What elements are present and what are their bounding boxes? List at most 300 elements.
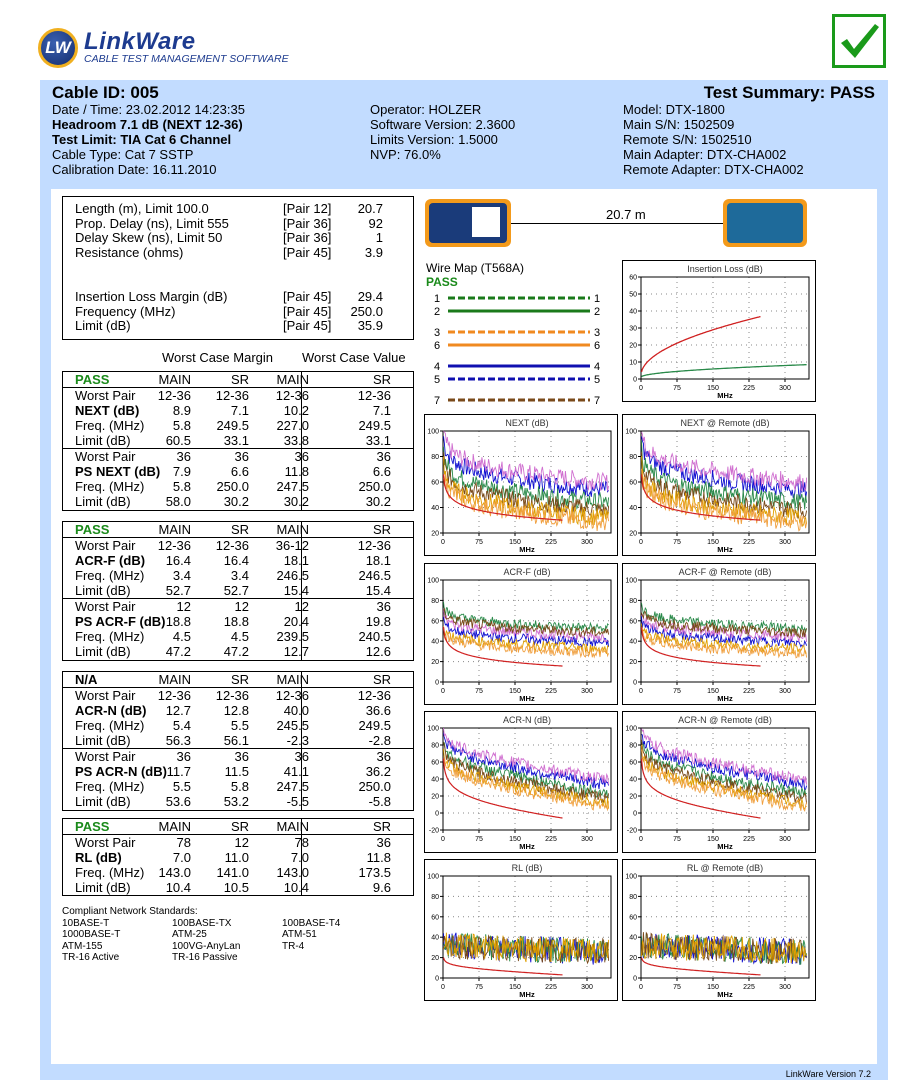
result-value: 7.0 — [290, 849, 309, 865]
result-value: 247.5 — [276, 479, 309, 495]
standard-item: TR-16 Active — [62, 952, 120, 963]
wire-map — [426, 290, 606, 410]
result-row — [63, 644, 413, 659]
result-value: 173.5 — [358, 864, 391, 880]
result-value: 53.2 — [223, 794, 249, 810]
wire-pin-left: 6 — [434, 340, 441, 352]
y-tick-label: 10 — [629, 359, 637, 367]
result-row — [63, 598, 413, 613]
result-label: Worst Pair — [75, 688, 136, 704]
result-value: 7.1 — [230, 402, 249, 418]
wire-pin-right: 4 — [594, 361, 601, 373]
measurement-row — [75, 289, 405, 304]
link-length: 20.7 m — [606, 207, 646, 222]
y-tick-label: 100 — [427, 428, 439, 436]
y-tick-label: 100 — [625, 428, 637, 436]
result-value: 10.4 — [165, 880, 191, 896]
compliant-standards — [62, 906, 402, 964]
measurement-label: Frequency (MHz) — [75, 303, 176, 319]
x-tick-label: 300 — [779, 539, 791, 546]
result-value: 56.3 — [165, 733, 191, 749]
chart — [424, 563, 618, 705]
y-tick-label: 40 — [431, 638, 439, 646]
result-value: 12-36 — [275, 388, 309, 404]
result-value: 36 — [234, 449, 249, 465]
result-value: 30.2 — [283, 494, 309, 510]
result-value: 36 — [176, 749, 191, 765]
y-tick-label: 60 — [629, 759, 637, 767]
x-tick-label: 225 — [743, 984, 755, 991]
measurement-pair: [Pair 45] — [283, 303, 332, 319]
x-tick-label: 75 — [475, 984, 483, 991]
result-value: 250.0 — [216, 479, 249, 495]
x-tick-label: 225 — [743, 836, 755, 843]
result-row — [63, 537, 413, 552]
result-label: Limit (dB) — [75, 433, 131, 449]
y-tick-label: 100 — [427, 873, 439, 881]
result-value: 5.5 — [230, 717, 249, 733]
result-status: PASS — [75, 372, 110, 387]
chart-title: ACR-N (dB) — [502, 715, 552, 725]
result-value: 30.2 — [365, 494, 391, 510]
y-tick-label: 50 — [629, 291, 637, 299]
x-tick-label: 0 — [441, 539, 445, 546]
result-label: Freq. (MHz) — [75, 417, 145, 433]
limit-line — [444, 958, 563, 975]
calibration-date: Calibration Date: 16.11.2010 — [52, 162, 217, 177]
measurement-row — [75, 230, 405, 245]
chart — [622, 260, 816, 402]
x-tick-label: 0 — [441, 984, 445, 991]
x-tick-label: 0 — [639, 385, 643, 392]
x-axis-label: MHz — [519, 842, 535, 851]
result-value: 12.7 — [283, 644, 309, 660]
y-tick-label: 0 — [435, 975, 439, 983]
y-tick-label: 60 — [431, 618, 439, 626]
col-sr: SR — [372, 672, 391, 687]
x-tick-label: 300 — [779, 385, 791, 392]
chart-title: Insertion Loss (dB) — [687, 264, 763, 274]
y-tick-label: 40 — [431, 934, 439, 942]
result-row — [63, 583, 413, 598]
result-row — [63, 403, 413, 418]
result-value: 58.0 — [165, 494, 191, 510]
measurements-table — [62, 196, 414, 340]
chart — [424, 414, 618, 556]
result-value: 11.7 — [166, 763, 191, 779]
result-row — [63, 464, 413, 479]
x-axis-label: MHz — [717, 545, 733, 554]
result-value: 12-36 — [215, 538, 249, 554]
wire-pin-right: 5 — [594, 374, 601, 386]
result-value: 11.0 — [224, 849, 249, 865]
result-row — [63, 850, 413, 865]
result-value: 36 — [376, 835, 391, 851]
x-tick-label: 0 — [639, 836, 643, 843]
result-value: 4.5 — [230, 629, 249, 645]
result-value: 250.0 — [358, 779, 391, 795]
y-tick-label: 40 — [629, 505, 637, 512]
test-limit: Test Limit: TIA Cat 6 Channel — [52, 132, 232, 147]
y-tick-label: 0 — [633, 810, 637, 818]
result-value: 143.0 — [158, 864, 191, 880]
y-tick-label: 0 — [435, 810, 439, 818]
chart — [622, 414, 816, 556]
result-value: 18.8 — [223, 613, 249, 629]
result-value: 36 — [376, 749, 391, 765]
x-tick-label: 300 — [779, 984, 791, 991]
result-label: NEXT (dB) — [75, 402, 140, 418]
result-label: RL (dB) — [75, 849, 122, 865]
result-row — [63, 553, 413, 568]
result-value: 240.5 — [358, 629, 391, 645]
result-value: 246.5 — [276, 567, 309, 583]
result-value: 249.5 — [358, 717, 391, 733]
chart-title: NEXT @ Remote (dB) — [680, 418, 770, 428]
limit-line — [642, 317, 761, 372]
x-tick-label: 300 — [581, 984, 593, 991]
chart-title: ACR-N @ Remote (dB) — [678, 715, 772, 725]
x-tick-label: 0 — [639, 539, 643, 546]
x-axis-label: MHz — [717, 842, 733, 851]
wire-pin-right: 3 — [594, 327, 601, 339]
col-sr: SR — [372, 819, 391, 834]
x-tick-label: 75 — [673, 385, 681, 392]
result-value: 53.6 — [165, 794, 191, 810]
result-value: 141.0 — [216, 864, 249, 880]
result-status: PASS — [75, 522, 110, 537]
x-tick-label: 225 — [743, 385, 755, 392]
result-value: 7.0 — [172, 849, 191, 865]
result-value: 20.4 — [283, 613, 309, 629]
wire-pin-left: 1 — [434, 293, 441, 305]
standard-item: TR-16 Passive — [172, 952, 238, 963]
x-tick-label: 225 — [743, 539, 755, 546]
result-value: 5.8 — [230, 779, 249, 795]
y-tick-label: 20 — [629, 659, 637, 667]
result-value: 36 — [294, 449, 309, 465]
x-axis-label: MHz — [519, 990, 535, 999]
x-tick-label: 150 — [707, 836, 719, 843]
worst-case-value-header: Worst Case Value — [302, 350, 406, 365]
result-value: 6.6 — [372, 463, 391, 479]
result-value: 16.4 — [165, 552, 191, 568]
result-value: 10.5 — [223, 880, 249, 896]
y-tick-label: 20 — [629, 530, 637, 538]
y-tick-label: 40 — [629, 934, 637, 942]
result-value: 245.5 — [276, 717, 309, 733]
result-row — [63, 418, 413, 433]
col-main: MAIN — [158, 522, 191, 537]
date-time: Date / Time: 23.02.2012 14:23:35 — [52, 102, 245, 117]
result-value: 12 — [176, 599, 191, 615]
result-label: Limit (dB) — [75, 644, 131, 660]
operator: Operator: HOLZER — [370, 102, 482, 117]
x-axis-label: MHz — [519, 694, 535, 703]
x-tick-label: 225 — [743, 688, 755, 695]
result-value: -5.5 — [286, 794, 309, 810]
wire-pin-right: 7 — [594, 395, 601, 407]
measurement-label: Length (m), Limit 100.0 — [75, 201, 209, 216]
chart-title: NEXT (dB) — [505, 418, 549, 428]
result-value: 18.1 — [283, 552, 309, 568]
result-label: PS ACR-F (dB) — [75, 613, 166, 629]
col-sr: SR — [230, 819, 249, 834]
result-value: 9.6 — [372, 880, 391, 896]
chart — [622, 711, 816, 853]
y-tick-label: 0 — [633, 975, 637, 983]
pass-check-icon — [832, 14, 886, 68]
result-label: Freq. (MHz) — [75, 717, 145, 733]
result-label: PS ACR-N (dB) — [75, 763, 167, 779]
result-value: 8.9 — [172, 402, 191, 418]
result-value: 36.6 — [365, 702, 391, 718]
y-tick-label: 40 — [629, 308, 637, 316]
y-tick-label: 100 — [625, 577, 637, 585]
x-tick-label: 150 — [509, 836, 521, 843]
result-value: 15.4 — [365, 583, 391, 599]
x-axis-label: MHz — [717, 990, 733, 999]
measurement-row — [75, 245, 405, 260]
result-value: 36 — [376, 599, 391, 615]
col-sr: SR — [230, 522, 249, 537]
chart — [424, 711, 618, 853]
result-label: Limit (dB) — [75, 794, 131, 810]
measurement-value: 29.4 — [357, 289, 383, 304]
measurement-row — [75, 216, 405, 231]
x-tick-label: 150 — [707, 688, 719, 695]
result-value: -2.8 — [368, 733, 391, 749]
measurement-pair: [Pair 45] — [283, 289, 332, 304]
y-tick-label: 60 — [629, 914, 637, 922]
result-value: 11.8 — [366, 849, 391, 865]
result-value: 36.2 — [365, 763, 391, 779]
y-tick-label: 80 — [629, 597, 637, 605]
result-value: 47.2 — [223, 644, 249, 660]
result-value: 36 — [234, 749, 249, 765]
result-value: 12-36 — [357, 538, 391, 554]
result-label: Freq. (MHz) — [75, 779, 145, 795]
result-value: 12.6 — [365, 644, 391, 660]
wire-map-status: PASS — [426, 275, 458, 289]
result-row — [63, 794, 413, 809]
result-value: 5.5 — [172, 779, 191, 795]
result-value: 12-36 — [157, 688, 191, 704]
x-tick-label: 0 — [639, 984, 643, 991]
main-sn: Main S/N: 1502509 — [623, 117, 735, 132]
x-tick-label: 75 — [673, 836, 681, 843]
result-value: 6.6 — [230, 463, 249, 479]
result-row — [63, 703, 413, 718]
header-middle — [370, 102, 515, 162]
result-value: 143.0 — [276, 864, 309, 880]
x-tick-label: 150 — [707, 385, 719, 392]
result-row — [63, 748, 413, 763]
x-tick-label: 225 — [545, 836, 557, 843]
result-value: 33.8 — [283, 433, 309, 449]
result-value: 12-36 — [275, 688, 309, 704]
result-label: Worst Pair — [75, 449, 136, 465]
col-main: MAIN — [276, 672, 309, 687]
remote-adapter: Remote Adapter: DTX-CHA002 — [623, 162, 804, 177]
x-tick-label: 0 — [441, 836, 445, 843]
result-value: 3.4 — [172, 567, 191, 583]
results-header-row — [63, 372, 413, 387]
y-tick-label: 60 — [629, 274, 637, 282]
result-value: 12 — [234, 835, 249, 851]
result-value: 3.4 — [230, 567, 249, 583]
software-version: Software Version: 2.3600 — [370, 117, 516, 132]
standards-title: Compliant Network Standards: — [62, 906, 198, 917]
result-label: Worst Pair — [75, 749, 136, 765]
result-value: 246.5 — [358, 567, 391, 583]
result-row — [63, 687, 413, 702]
result-row — [63, 764, 413, 779]
result-value: 11.5 — [224, 763, 249, 779]
measurement-pair: [Pair 36] — [283, 230, 332, 245]
x-tick-label: 300 — [779, 836, 791, 843]
result-value: 4.5 — [172, 629, 191, 645]
measurement-label: Limit (dB) — [75, 318, 131, 333]
result-value: 12.8 — [223, 702, 249, 718]
result-label: Limit (dB) — [75, 494, 131, 510]
result-row — [63, 733, 413, 748]
measurement-pair: [Pair 45] — [283, 244, 332, 260]
result-row — [63, 448, 413, 463]
result-value: 12-36 — [215, 688, 249, 704]
result-value: 12-36 — [157, 538, 191, 554]
result-value: 10.4 — [283, 880, 309, 896]
result-value: 33.1 — [365, 433, 391, 449]
measurement-label: Resistance (ohms) — [75, 244, 184, 260]
result-label: Limit (dB) — [75, 583, 131, 599]
standard-item: 100BASE-T4 — [282, 917, 341, 929]
y-tick-label: 40 — [431, 505, 439, 512]
main-adapter: Main Adapter: DTX-CHA002 — [623, 147, 787, 162]
x-tick-label: 300 — [581, 688, 593, 695]
x-tick-label: 75 — [673, 539, 681, 546]
standard-item: ATM-155 — [62, 940, 103, 952]
result-value: 12 — [234, 599, 249, 615]
main-tester-device — [425, 199, 511, 247]
result-label: Freq. (MHz) — [75, 567, 145, 583]
result-label: Worst Pair — [75, 538, 136, 554]
chart-title: RL @ Remote (dB) — [686, 863, 764, 873]
y-tick-label: 0 — [633, 376, 637, 384]
x-tick-label: 225 — [545, 539, 557, 546]
result-value: 7.9 — [172, 463, 191, 479]
model: Model: DTX-1800 — [623, 102, 725, 117]
result-value: 5.8 — [172, 417, 191, 433]
standard-item: 1000BASE-T — [62, 929, 121, 940]
result-status: PASS — [75, 819, 110, 834]
measurement-row — [75, 201, 405, 216]
result-value: -5.8 — [368, 794, 391, 810]
result-status: N/A — [75, 672, 98, 687]
chart-title: ACR-F (dB) — [503, 567, 551, 577]
result-value: 239.5 — [276, 629, 309, 645]
result-value: 36 — [294, 749, 309, 765]
result-row — [63, 433, 413, 448]
result-value: 247.5 — [276, 779, 309, 795]
y-tick-label: 0 — [633, 679, 637, 687]
x-tick-label: 75 — [673, 688, 681, 695]
headroom: Headroom 7.1 dB (NEXT 12-36) — [52, 117, 243, 132]
x-tick-label: 300 — [779, 688, 791, 695]
col-main: MAIN — [158, 819, 191, 834]
wire-pin-left: 5 — [434, 374, 441, 386]
y-tick-label: 20 — [629, 793, 637, 801]
measurement-value: 92 — [368, 215, 383, 231]
result-value: 19.8 — [365, 613, 391, 629]
results-block — [62, 671, 414, 811]
chart-title: ACR-F @ Remote (dB) — [678, 567, 772, 577]
result-label: ACR-N (dB) — [75, 702, 147, 718]
x-tick-label: 300 — [581, 539, 593, 546]
result-value: 12.7 — [165, 702, 191, 718]
y-tick-label: 60 — [629, 479, 637, 487]
result-value: 30.2 — [223, 494, 249, 510]
result-value: 5.8 — [172, 479, 191, 495]
results-header-row — [63, 522, 413, 537]
result-label: Worst Pair — [75, 599, 136, 615]
result-row — [63, 614, 413, 629]
result-row — [63, 718, 413, 733]
result-value: 36-12 — [275, 538, 309, 554]
result-value: 18.8 — [165, 613, 191, 629]
worst-case-margin-header: Worst Case Margin — [162, 350, 274, 365]
result-value: 12-36 — [215, 388, 249, 404]
remote-sn: Remote S/N: 1502510 — [623, 132, 752, 147]
x-tick-label: 150 — [509, 688, 521, 695]
y-tick-label: -20 — [428, 827, 439, 835]
x-tick-label: 150 — [707, 984, 719, 991]
y-tick-label: 30 — [629, 325, 637, 333]
y-tick-label: 80 — [431, 454, 439, 461]
col-main: MAIN — [158, 672, 191, 687]
y-tick-label: 80 — [431, 742, 439, 750]
remote-tester-device — [723, 199, 807, 247]
linkware-version: LinkWare Version 7.2 — [785, 1069, 871, 1079]
result-value: 12-36 — [157, 388, 191, 404]
logo-badge: LW — [38, 28, 78, 68]
y-tick-label: 20 — [431, 659, 439, 667]
result-value: 249.5 — [216, 417, 249, 433]
result-value: 15.4 — [283, 583, 309, 599]
result-label: Limit (dB) — [75, 733, 131, 749]
result-value: 227.0 — [276, 417, 309, 433]
measurement-value: 20.7 — [357, 201, 383, 216]
test-summary: Test Summary: PASS — [703, 83, 875, 102]
measurement-label: Prop. Delay (ns), Limit 555 — [75, 215, 229, 231]
wire-map-title: Wire Map (T568A) — [426, 261, 525, 275]
result-row — [63, 629, 413, 644]
x-tick-label: 300 — [581, 836, 593, 843]
y-tick-label: 40 — [629, 638, 637, 646]
y-tick-label: 40 — [629, 776, 637, 784]
result-value: 16.4 — [223, 552, 249, 568]
result-value: -2.3 — [286, 733, 309, 749]
x-axis-label: MHz — [717, 694, 733, 703]
col-sr: SR — [372, 522, 391, 537]
chart — [424, 859, 618, 1001]
wire-pin-left: 7 — [434, 395, 441, 407]
x-tick-label: 75 — [475, 688, 483, 695]
y-tick-label: 60 — [431, 759, 439, 767]
x-tick-label: 0 — [441, 688, 445, 695]
wire-pin-right: 2 — [594, 306, 601, 318]
result-row — [63, 387, 413, 402]
